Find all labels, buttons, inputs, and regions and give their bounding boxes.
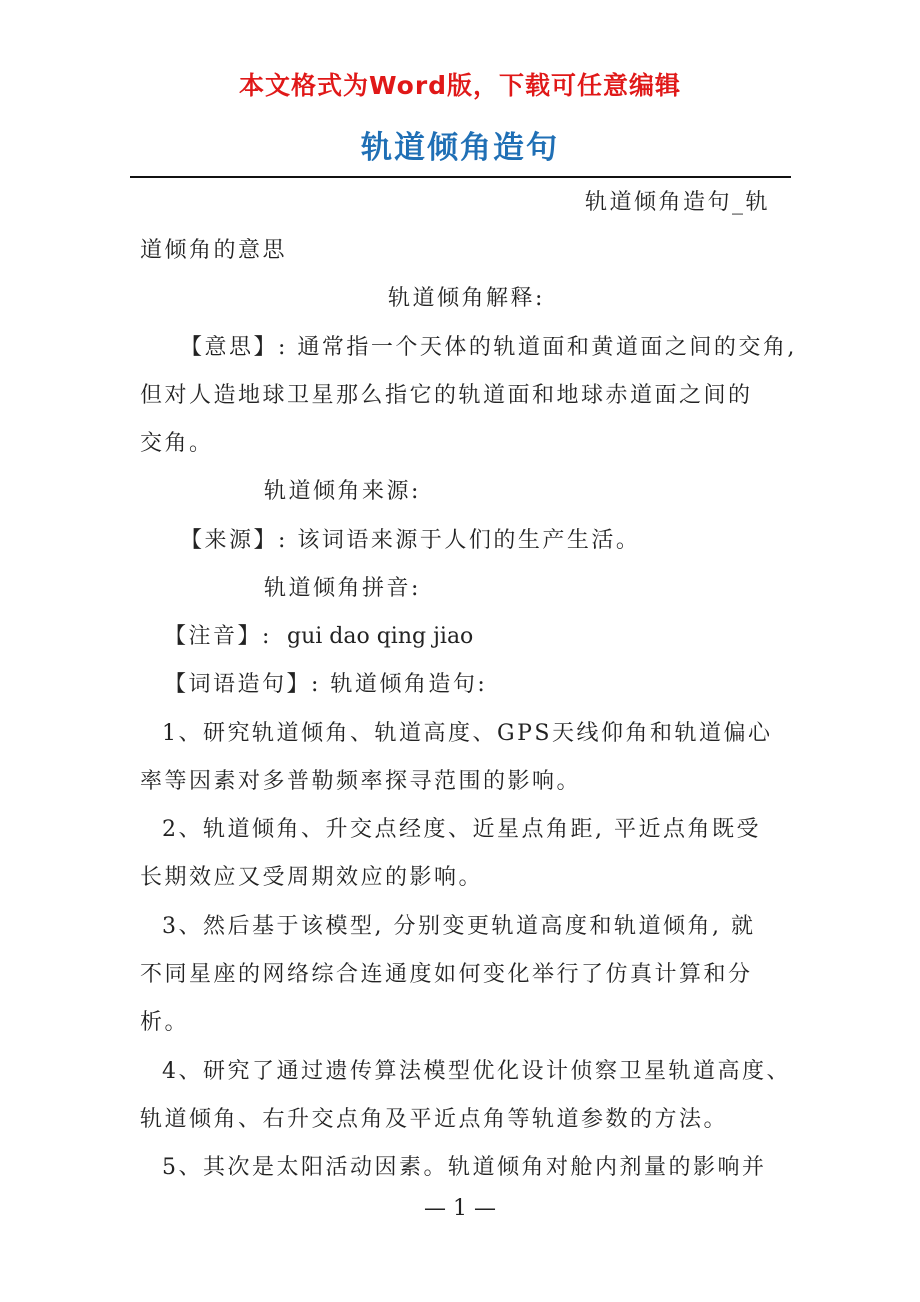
example-4-line-1: 4、研究了通过遗传算法模型优化设计侦察卫星轨道高度、 bbox=[162, 1059, 791, 1084]
example-1-line-2: 率等因素对多普勒频率探寻范围的影响。 bbox=[140, 769, 582, 794]
meaning-line-2: 但对人造地球卫星那么指它的轨道面和地球赤道面之间的 bbox=[140, 383, 753, 408]
example-3-line-2: 不同星座的网络综合连通度如何变化举行了仿真计算和分 bbox=[140, 962, 753, 987]
pinyin-heading: 轨道倾角拼音: bbox=[264, 576, 421, 601]
example-3-line-3: 析。 bbox=[140, 1010, 190, 1035]
subtitle-line-1: 轨道倾角造句_轨 bbox=[585, 190, 771, 215]
example-1-line-1: 1、研究轨道倾角、轨道高度、GPS天线仰角和轨道偏心 bbox=[162, 721, 773, 746]
page-title: 轨道倾角造句 bbox=[361, 130, 559, 166]
pinyin-label: 【注音】: bbox=[164, 624, 272, 649]
pinyin-value bbox=[287, 622, 473, 652]
example-4-line-2: 轨道倾角、右升交点角及平近点角等轨道参数的方法。 bbox=[140, 1107, 729, 1132]
source-heading: 轨道倾角来源: bbox=[264, 479, 421, 504]
page-number: — 1 — bbox=[424, 1196, 496, 1221]
title-divider bbox=[130, 176, 791, 178]
pinyin-text: gui dao qing jiao bbox=[287, 624, 474, 649]
example-2-line-2: 长期效应又受周期效应的影响。 bbox=[140, 865, 484, 890]
example-3-line-1: 3、然后基于该模型, 分别变更轨道高度和轨道倾角, 就 bbox=[162, 914, 756, 939]
meaning-line-1: 【意思】: 通常指一个天体的轨道面和黄道面之间的交角, bbox=[180, 335, 797, 360]
example-5-line-1: 5、其次是太阳活动因素。轨道倾角对舱内剂量的影响并 bbox=[162, 1155, 767, 1180]
subtitle-line-2: 道倾角的意思 bbox=[140, 238, 288, 263]
explain-heading: 轨道倾角解释: bbox=[388, 286, 545, 311]
examples-heading: 【词语造句】: 轨道倾角造句: bbox=[164, 672, 488, 697]
meaning-line-3: 交角。 bbox=[140, 431, 214, 456]
format-banner: 本文格式为Word版，下载可任意编辑 bbox=[238, 71, 682, 100]
source-text: 【来源】: 该词语来源于人们的生产生活。 bbox=[180, 528, 641, 553]
example-2-line-1: 2、轨道倾角、升交点经度、近星点角距, 平近点角既受 bbox=[162, 817, 761, 842]
